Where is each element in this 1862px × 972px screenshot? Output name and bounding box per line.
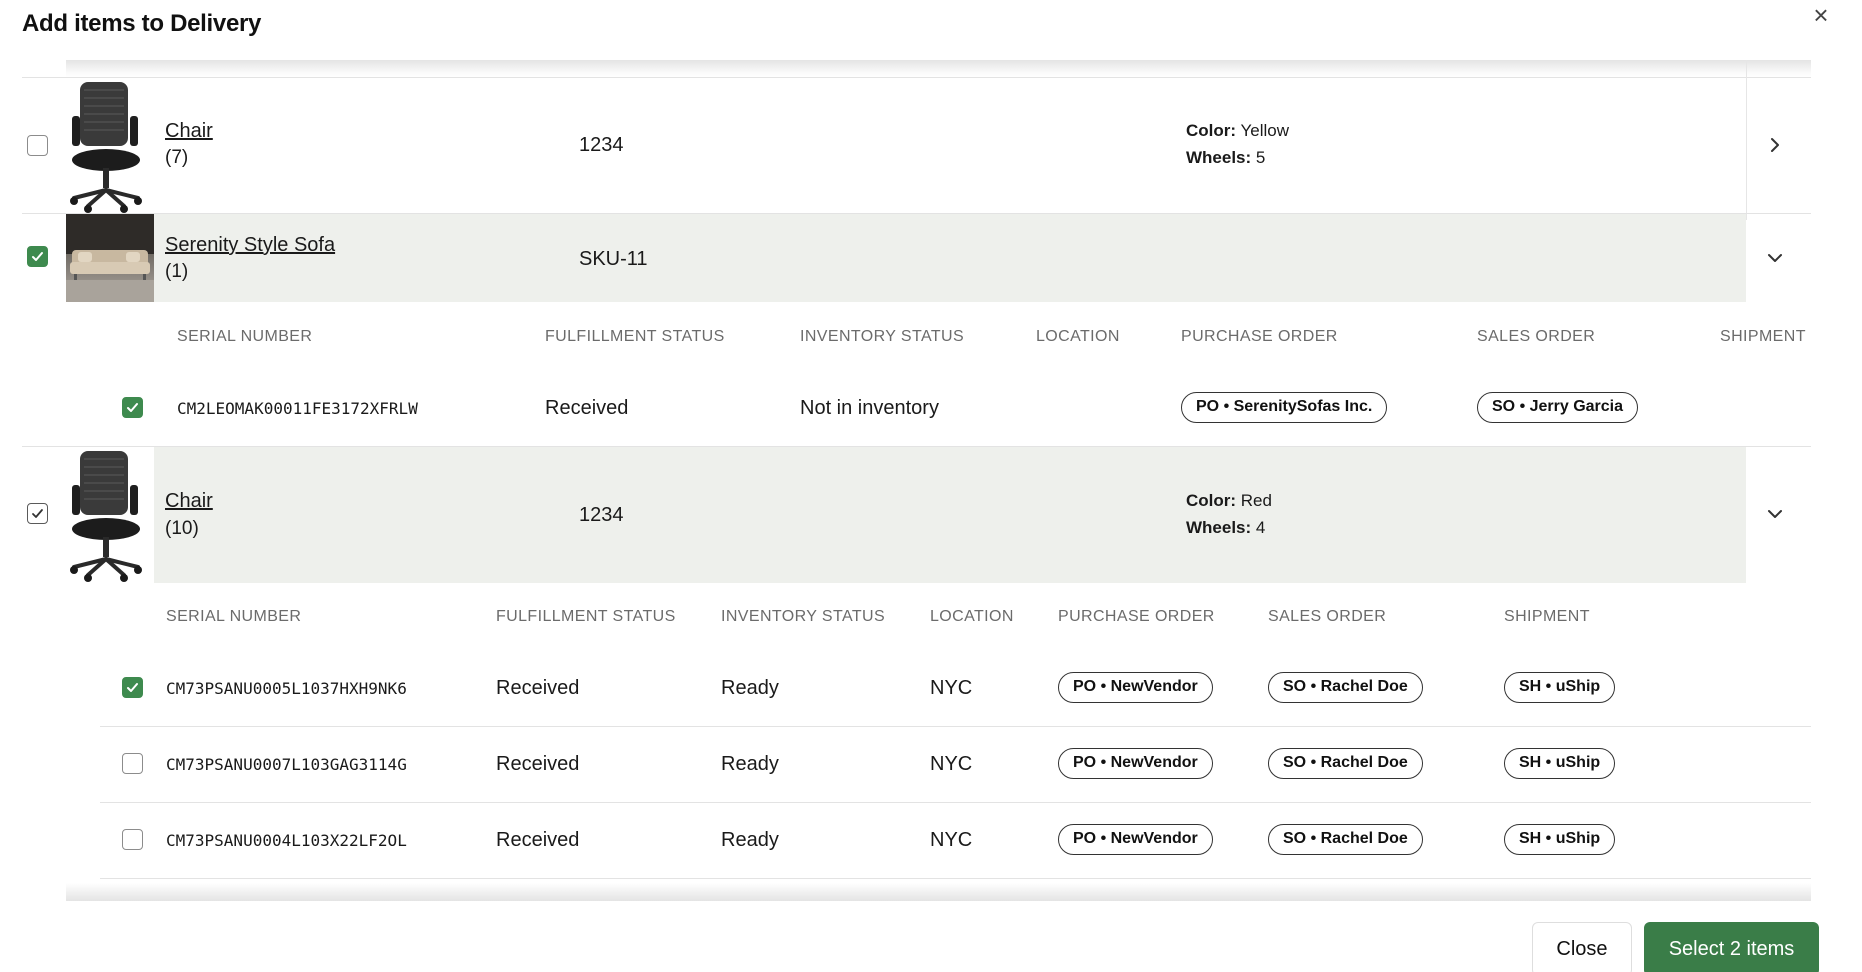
column-header-location: LOCATION xyxy=(930,608,1014,625)
sales-order-badge[interactable]: SO • Rachel Doe xyxy=(1268,748,1423,779)
inventory-status: Not in inventory xyxy=(800,397,939,419)
serial-checkbox[interactable] xyxy=(122,397,143,418)
close-icon[interactable]: × xyxy=(1813,0,1829,30)
serial-checkbox[interactable] xyxy=(122,753,143,774)
product-quantity: (10) xyxy=(165,518,199,539)
serial-number: CM73PSANU0005L1037HXH9NK6 xyxy=(166,679,407,698)
expanded-row-bg xyxy=(66,214,1746,302)
product-name-link[interactable]: Chair xyxy=(165,120,213,142)
product-name-link[interactable]: Serenity Style Sofa xyxy=(165,234,336,256)
fulfillment-status: Received xyxy=(496,753,580,775)
product-attr-color: Color: Red xyxy=(1186,491,1272,510)
serial-checkbox[interactable] xyxy=(122,829,143,850)
row-divider xyxy=(22,77,1811,78)
purchase-order-badge[interactable]: PO • SerenitySofas Inc. xyxy=(1181,392,1387,423)
row-divider xyxy=(100,726,1811,727)
row-divider xyxy=(100,802,1811,803)
sales-order-badge[interactable]: SO • Rachel Doe xyxy=(1268,824,1423,855)
column-header-shipment: SHIPMENT xyxy=(1504,608,1590,625)
chevron-down-icon[interactable] xyxy=(1764,503,1786,525)
scroll-shadow-bottom xyxy=(66,883,1811,901)
shipment-badge[interactable]: SH • uShip xyxy=(1504,748,1615,779)
product-checkbox-chair-7[interactable] xyxy=(27,135,48,156)
sofa-thumbnail xyxy=(66,214,154,302)
shipment-badge[interactable]: SH • uShip xyxy=(1504,824,1615,855)
product-checkbox-chair-10[interactable] xyxy=(27,503,48,524)
product-sku: SKU-11 xyxy=(579,248,648,270)
purchase-order-badge[interactable]: PO • NewVendor xyxy=(1058,824,1213,855)
product-name-link[interactable]: Chair xyxy=(165,490,213,512)
chevron-right-icon[interactable] xyxy=(1764,134,1786,156)
column-header-fulfillment: FULFILLMENT STATUS xyxy=(545,328,725,345)
scroll-shadow-top xyxy=(66,60,1811,78)
inventory-status: Ready xyxy=(721,829,779,851)
purchase-order-badge[interactable]: PO • NewVendor xyxy=(1058,672,1213,703)
product-sku: 1234 xyxy=(579,504,624,526)
product-attr-wheels: Wheels: 4 xyxy=(1186,518,1266,537)
product-attr-wheels: Wheels: 5 xyxy=(1186,148,1266,167)
location: NYC xyxy=(930,829,973,851)
column-header-sales-order: SALES ORDER xyxy=(1268,608,1387,625)
shipment-badge[interactable]: SH • uShip xyxy=(1504,672,1615,703)
dialog-title: Add items to Delivery xyxy=(22,10,262,37)
sales-order-badge[interactable]: SO • Jerry Garcia xyxy=(1477,392,1638,423)
purchase-order-badge[interactable]: PO • NewVendor xyxy=(1058,748,1213,779)
column-header-fulfillment: FULFILLMENT STATUS xyxy=(496,608,676,625)
column-header-serial: SERIAL NUMBER xyxy=(177,328,313,345)
column-header-location: LOCATION xyxy=(1036,328,1120,345)
column-header-inventory: INVENTORY STATUS xyxy=(721,608,886,625)
fulfillment-status: Received xyxy=(545,397,629,419)
fulfillment-status: Received xyxy=(496,677,580,699)
serial-checkbox[interactable] xyxy=(122,677,143,698)
column-header-shipment: SHIPMENT xyxy=(1720,328,1806,345)
chair-thumbnail xyxy=(66,447,154,583)
select-items-button[interactable]: Select 2 items xyxy=(1644,922,1819,972)
row-divider xyxy=(100,878,1811,879)
column-divider xyxy=(1746,60,1747,220)
inventory-status: Ready xyxy=(721,677,779,699)
column-header-sales-order: SALES ORDER xyxy=(1477,328,1596,345)
sales-order-badge[interactable]: SO • Rachel Doe xyxy=(1268,672,1423,703)
column-header-inventory: INVENTORY STATUS xyxy=(800,328,965,345)
column-header-serial: SERIAL NUMBER xyxy=(166,608,302,625)
fulfillment-status: Received xyxy=(496,829,580,851)
product-checkbox-sofa[interactable] xyxy=(27,246,48,267)
serial-number: CM73PSANU0007L103GAG3114G xyxy=(166,755,407,774)
product-quantity: (1) xyxy=(165,261,189,282)
location: NYC xyxy=(930,753,973,775)
expanded-row-bg xyxy=(66,447,1746,583)
product-attr-color: Color: Yellow xyxy=(1186,121,1289,140)
inventory-status: Ready xyxy=(721,753,779,775)
serial-number: CM73PSANU0004L103X22LF2OL xyxy=(166,831,407,850)
location: NYC xyxy=(930,677,973,699)
chair-thumbnail xyxy=(66,78,154,214)
product-quantity: (7) xyxy=(165,147,189,168)
serial-number: CM2LEOMAK00011FE3172XFRLW xyxy=(177,399,418,418)
product-sku: 1234 xyxy=(579,134,624,156)
close-button[interactable]: Close xyxy=(1532,922,1632,972)
chevron-down-icon[interactable] xyxy=(1764,247,1786,269)
column-header-purchase-order: PURCHASE ORDER xyxy=(1058,608,1215,625)
column-header-purchase-order: PURCHASE ORDER xyxy=(1181,328,1338,345)
